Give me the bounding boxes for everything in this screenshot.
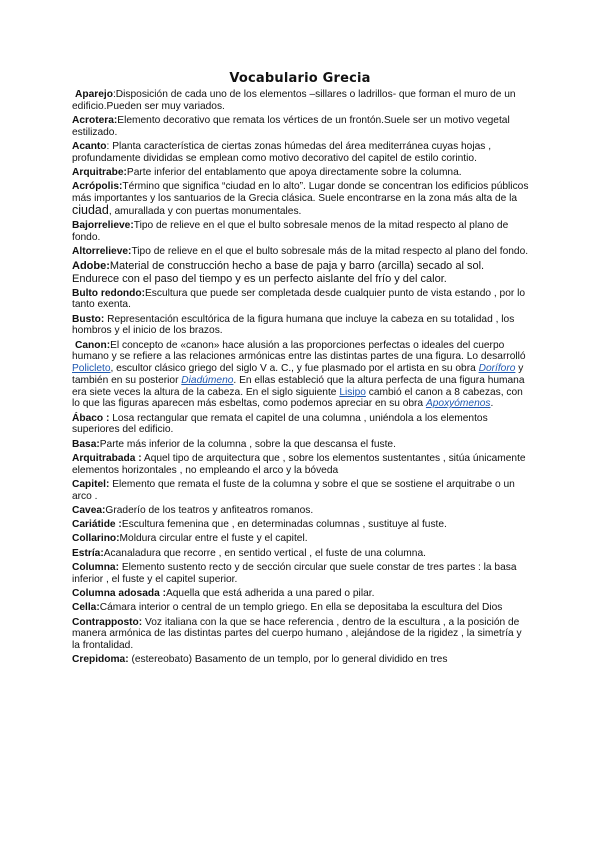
entry-crepidoma [72, 654, 532, 666]
definition-large-word: ciudad [72, 202, 109, 217]
definition: Parte más inferior de la columna , sobre la que descansa el fuste. [99, 438, 396, 450]
term: Estría: [72, 547, 104, 559]
definition: . En ellas estableció que la altura perfecta de una figura humana era siete veces la altura de la cabeza. En el siglo siguiente [72, 374, 525, 398]
definition: El concepto de «canon» hace alusión a las proporciones perfectas o ideales del cuerpo humano y se refiere a las relaciones armónicas entre las distintas partes de una figura. Lo desarrolló [72, 339, 526, 363]
link-apoxyomenos[interactable]: Apoxyómenos [425, 398, 491, 410]
definition: Elemento decorativo que remata los vértices de un frontón.Suele ser un motivo vegetal estilizado. [72, 115, 510, 138]
link-policleto[interactable]: Policleto [72, 363, 111, 375]
entry-cavea [72, 505, 532, 517]
term: Cella: [72, 602, 100, 614]
definition: Elemento sustento recto y de sección circular que suele constar de tres partes : la basa inferior , el fuste y el capitel superior. [72, 562, 517, 585]
definition: Material de construcción hecho a base de paja y barro (arcilla) secado al sol. Endurece con el paso del tiempo y es un perfecto aislante del frío y del calor. [72, 260, 485, 285]
term: Ábaco : [72, 412, 110, 424]
definition: : Planta característica de ciertas zonas húmedas del área mediterránea cuyas hojas , profundamente divididas se emplean como motivo decorativo del capitel de estilo corintio. [72, 141, 492, 164]
entry-collarino [72, 533, 532, 545]
definition: Cámara interior o central de un templo griego. En ella se depositaba la escultura del Dios [99, 602, 503, 614]
definition: , amurallada y con puertas monumentales. [108, 205, 302, 217]
term: Columna adosada : [72, 588, 166, 599]
entry-busto [72, 314, 532, 337]
link-lisipo[interactable]: Lisipo [339, 386, 366, 398]
definition: Aquel tipo de arquitectura que , sobre los elementos sustentantes , sitúa únicamente elementos horizontales , no empleando el arco y la bóveda [72, 452, 526, 476]
term-separator: : [112, 89, 116, 100]
term: Canon: [75, 339, 111, 351]
term: Basa: [72, 438, 100, 450]
term: Acrotera: [72, 115, 118, 126]
definition: Disposición de cada uno de los elementos –sillares o ladrillos- que forman el muro de un edificio.Pueden ser muy variados. [72, 89, 516, 112]
entry-bulto-redondo [72, 288, 532, 311]
term: Cavea: [72, 504, 106, 516]
term: Aparejo [75, 89, 113, 100]
term: Altorrelieve: [72, 246, 132, 257]
entry-capitel [72, 479, 532, 502]
term: Bulto redondo: [72, 287, 145, 299]
link-doriforo[interactable]: Doríforo [478, 363, 516, 375]
definition: Tipo de relieve en el que el bulto sobresale menos de la mitad respecto al plano de fondo. [72, 220, 509, 243]
definition: Moldura circular entre el fuste y el capitel. [119, 533, 308, 545]
definition: Representación escultórica de la figura humana que incluye la cabeza en su totalidad , los hombros y el inicio de los brazos. [72, 313, 515, 337]
definition: y también en su posterior [72, 363, 524, 386]
definition: . [490, 398, 494, 410]
document-title: Vocabulario Grecia [229, 71, 371, 86]
definition: , escultor clásico griego del siglo V a. C., y fue plasmado por el artista en su obra [110, 363, 479, 375]
definition: Acanaladura que recorre , en sentido vertical , el fuste de una columna. [103, 547, 426, 559]
term: Acanto [72, 141, 107, 152]
entry-acanto [72, 141, 532, 164]
definition: (estereobato) Basamento de un templo, por lo general dividido en tres [128, 654, 448, 666]
entry-arquitrabe [72, 167, 532, 179]
term: Crepidoma: [72, 654, 129, 666]
vocabulary-list [72, 89, 532, 669]
entry-canon [72, 340, 532, 410]
definition: Parte inferior del entablamento que apoya directamente sobre la columna. [126, 167, 462, 178]
definition: Término que significa “ciudad en lo alto”. Lugar donde se concentran los edificios públicos más importantes y los santuarios de la Grecia clásica. Suele encontrarse en la zona más alta de la [72, 181, 529, 204]
definition: Voz italiana con la que se hace referencia , dentro de la escultura , a la posición de manera armónica de las distintas partes del cuerpo humano , alejándose de la rigidez , la simetría y la frontalidad. [72, 616, 522, 651]
term: Contrapposto: [72, 616, 143, 628]
definition: Losa rectangular que remata el capitel de una columna , uniéndola a los elementos superiores del edificio. [72, 412, 488, 436]
term: Arquitrabada : [72, 452, 142, 464]
term: Capitel: [72, 478, 110, 490]
entry-basa [72, 439, 532, 451]
term: Columna: [72, 562, 119, 573]
definition: Aquella que está adherida a una pared o pilar. [165, 588, 375, 599]
term: Bajorrelieve: [72, 220, 134, 231]
entry-altorrelieve [72, 246, 532, 258]
term: Acrópolis: [72, 181, 123, 193]
term: Arquitrabe: [72, 167, 127, 178]
entry-estria [72, 548, 532, 560]
definition: Elemento que remata el fuste de la columna y sobre el que se sostiene el arquitrabe o un arco . [72, 478, 515, 502]
entry-columna-adosada [72, 588, 532, 600]
link-diadumeno[interactable]: Diadúmeno [181, 374, 234, 386]
entry-cella [72, 602, 532, 614]
definition: Escultura femenina que , en determinadas columnas , sustituye al fuste. [121, 519, 447, 531]
term: Cariátide : [72, 519, 122, 531]
entry-contrapposto [72, 617, 532, 652]
entry-acropolis [72, 181, 532, 217]
entry-aparejo [72, 89, 532, 112]
term: Adobe: [72, 260, 110, 273]
entry-columna [72, 562, 532, 585]
term: Collarino: [72, 533, 120, 545]
entry-bajorrelieve [72, 220, 532, 243]
definition: Graderío de los teatros y anfiteatros romanos. [105, 504, 314, 516]
definition: Escultura que puede ser completada desde cualquier punto de vista estando , por lo tanto exenta. [72, 287, 526, 311]
entry-abaco [72, 413, 532, 436]
definition: Tipo de relieve en el que el bulto sobresale más de la mitad respecto al plano del fondo. [131, 246, 529, 257]
entry-adobe [72, 260, 532, 285]
term: Busto: [72, 313, 105, 325]
entry-acrotera [72, 115, 532, 138]
definition: cambió el canon a 8 cabezas, con lo que las figuras aparecen más esbeltas, como podemos apreciar en su obra [72, 386, 523, 410]
entry-cariatide [72, 519, 532, 531]
entry-arquitrabada [72, 453, 532, 476]
